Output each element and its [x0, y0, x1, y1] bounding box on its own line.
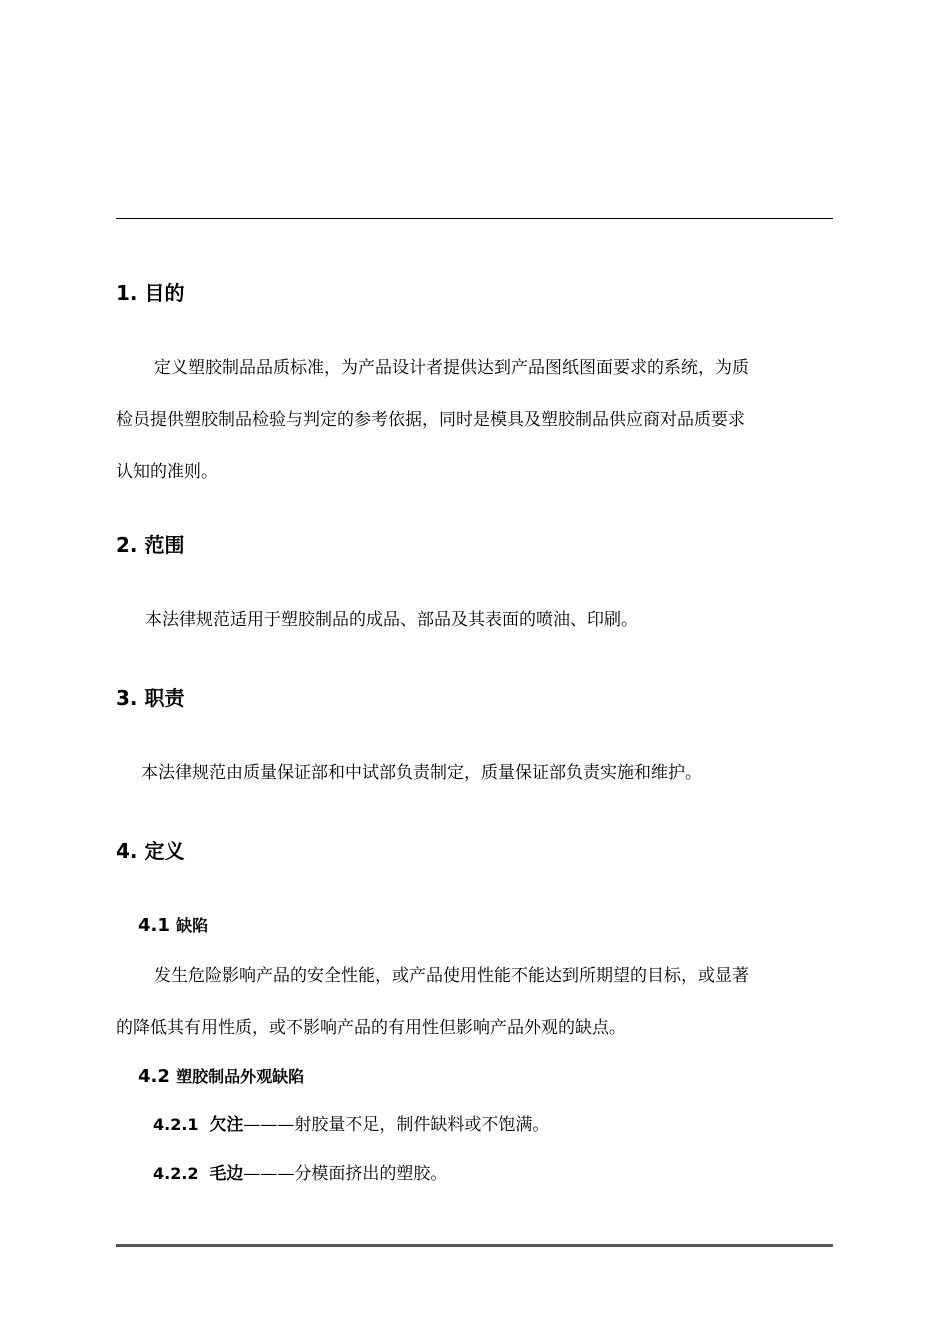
subsection-heading-appearance: [138, 1066, 304, 1088]
subsection-number: 4.2: [138, 1066, 170, 1087]
defect-paragraph: [116, 950, 833, 1054]
subsection-heading-defect: [138, 915, 208, 937]
subsection-number: 4.1: [138, 915, 170, 936]
section-heading-scope: 2. 范围: [116, 533, 185, 557]
definition-item-term: 毛边: [209, 1164, 244, 1184]
subsection-title: 缺陷: [176, 916, 209, 935]
definition-item-number: 4.2.2: [153, 1164, 199, 1183]
section-heading-purpose: 1. 目的: [116, 281, 185, 305]
definition-item-dash: ———: [243, 1164, 295, 1184]
duties-text: 本法律规范由质量保证部和中试部负责制定，质量保证部负责实施和维护。: [141, 763, 702, 783]
scope-text: 本法律规范适用于塑胶制品的成品、部品及其表面的喷油、印刷。: [145, 610, 638, 630]
defect-line-1: 发生危险影响产品的安全性能，或产品使用性能不能达到所期望的目标，或显著: [154, 966, 749, 986]
footer-rule: [116, 1244, 833, 1247]
definition-item-flash: [153, 1162, 447, 1186]
definition-item-dash: ———: [243, 1115, 295, 1135]
section-heading-duties: 3. 职责: [116, 686, 185, 710]
purpose-line-3: 认知的准则。: [116, 462, 218, 482]
definition-item-short-shot: [153, 1113, 549, 1137]
subsection-title: 塑胶制品外观缺陷: [176, 1067, 305, 1086]
definition-item-number: 4.2.1: [153, 1115, 199, 1134]
definition-item-desc: 射胶量不足，制件缺料或不饱满。: [294, 1115, 550, 1135]
definition-item-desc: 分模面挤出的塑胶。: [294, 1164, 448, 1184]
purpose-line-1: 定义塑胶制品品质标准，为产品设计者提供达到产品图纸图面要求的系统，为质: [154, 358, 749, 378]
purpose-line-2: 检员提供塑胶制品检验与判定的参考依据，同时是模具及塑胶制品供应商对品质要求: [116, 410, 745, 430]
header-rule: [116, 218, 833, 219]
section-heading-definitions: 4. 定义: [116, 839, 185, 863]
defect-line-2: 的降低其有用性质，或不影响产品的有用性但影响产品外观的缺点。: [116, 1018, 626, 1038]
definition-item-term: 欠注: [209, 1115, 244, 1135]
purpose-paragraph: [116, 342, 833, 498]
